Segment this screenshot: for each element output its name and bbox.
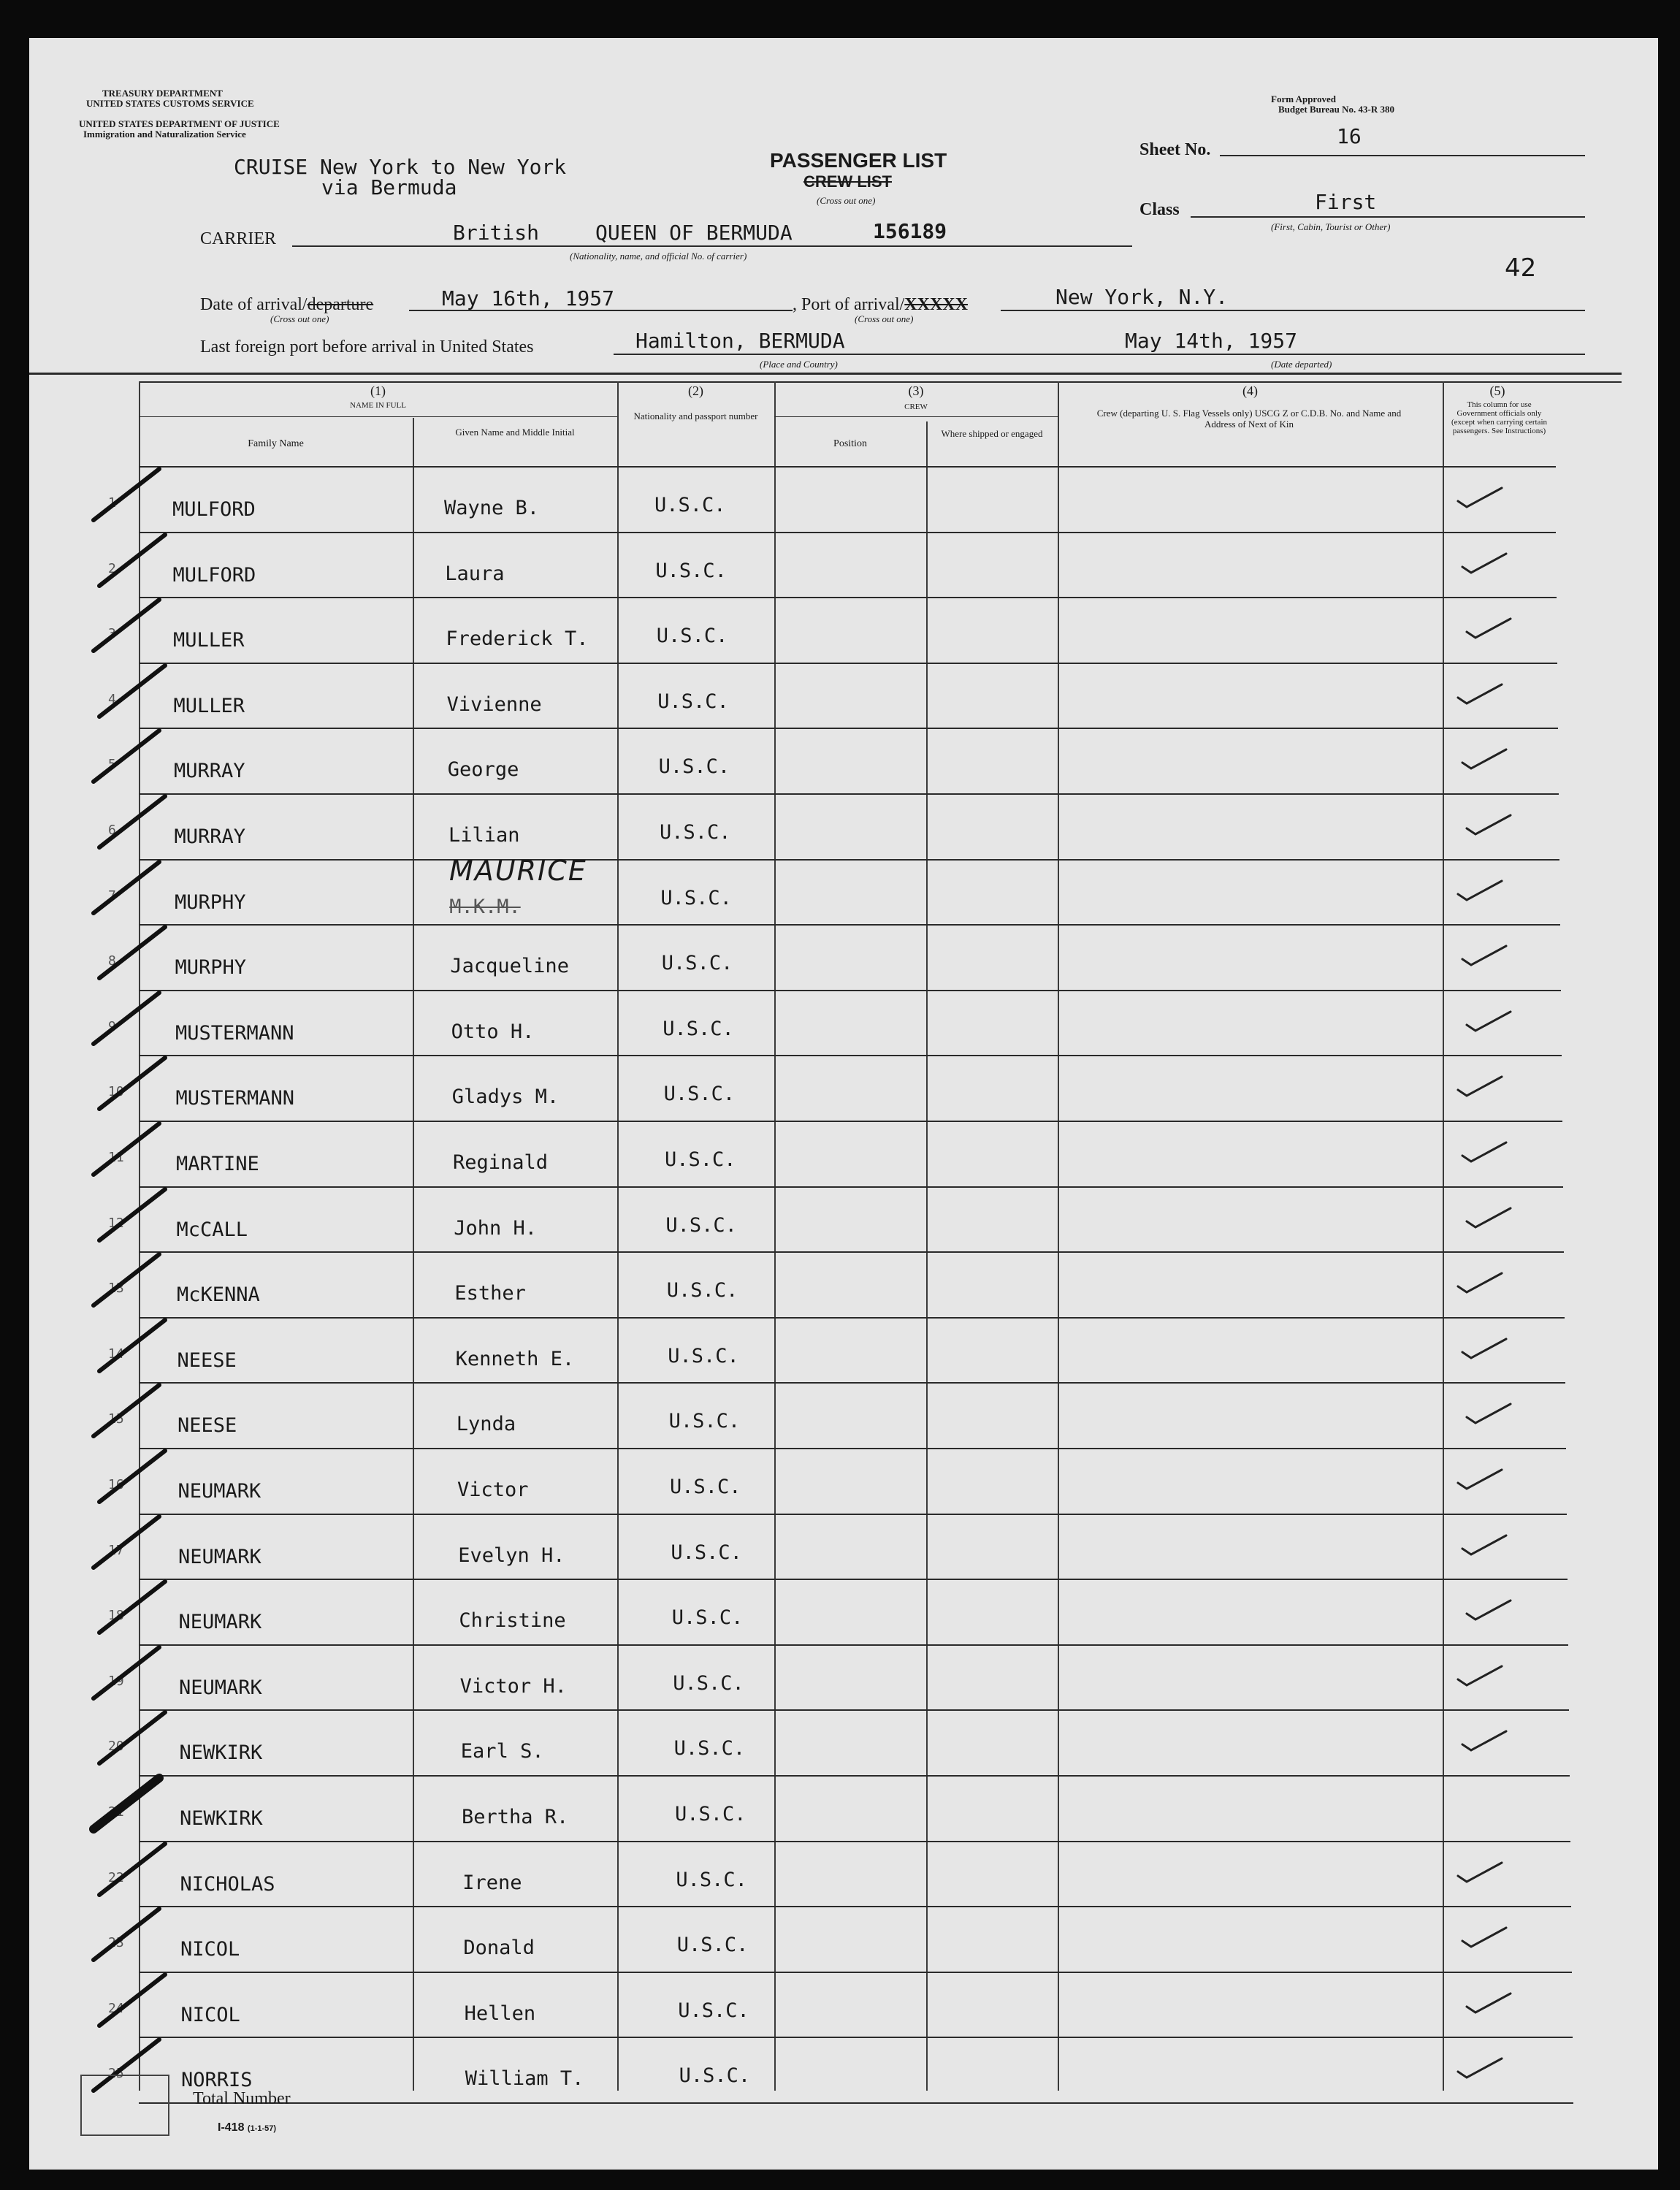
nationality: U.S.C. bbox=[678, 1999, 749, 2022]
col3-title: CREW bbox=[904, 402, 928, 411]
row-number: 8 bbox=[108, 953, 116, 969]
date-of-arrival: May 16th, 1957 bbox=[442, 286, 615, 310]
page-title: PASSENGER LIST bbox=[770, 149, 947, 172]
place-note: (Place and Country) bbox=[760, 359, 838, 370]
agency-line-4: Immigration and Naturalization Service bbox=[83, 129, 246, 140]
family-name: NEWKIRK bbox=[179, 1741, 263, 1765]
tally-mark bbox=[86, 1378, 167, 1443]
row-number: 10 bbox=[108, 1084, 124, 1100]
family-name: MULLER bbox=[173, 629, 245, 652]
check-icon bbox=[1458, 1531, 1516, 1560]
row-number: 23 bbox=[108, 1935, 124, 1951]
given-name: Jacqueline bbox=[450, 955, 569, 978]
row-number: 12 bbox=[108, 1215, 124, 1231]
date-cross-note: (Cross out one) bbox=[270, 313, 329, 324]
handwritten-correction: MAURICE bbox=[449, 855, 587, 887]
nationality: U.S.C. bbox=[673, 1737, 746, 1760]
check-icon bbox=[1458, 745, 1516, 774]
row-number: 5 bbox=[108, 757, 116, 773]
nationality: U.S.C. bbox=[665, 1213, 737, 1237]
last-port-label: Last foreign port before arrival in United States bbox=[200, 337, 534, 356]
col3-number: (3) bbox=[908, 384, 924, 398]
family-name: MUSTERMANN bbox=[175, 1087, 295, 1110]
carrier-number: 156189 bbox=[873, 219, 947, 243]
nationality: U.S.C. bbox=[671, 1606, 744, 1630]
given-name: Hellen bbox=[464, 2002, 536, 2025]
row-rule bbox=[139, 1841, 1570, 1842]
tally-mark bbox=[86, 723, 167, 789]
given-name: Wayne B. bbox=[444, 497, 540, 519]
family-name: MURRAY bbox=[174, 825, 246, 848]
row-number: 20 bbox=[108, 1739, 124, 1755]
nationality: U.S.C. bbox=[663, 1017, 734, 1040]
tally-mark bbox=[86, 1901, 167, 1967]
nationality: U.S.C. bbox=[676, 1868, 747, 1891]
row-rule bbox=[139, 1775, 1570, 1777]
family-name: NEUMARK bbox=[178, 1545, 261, 1568]
cruise-line-1: CRUISE New York to New York bbox=[234, 155, 567, 179]
passenger-list-sheet bbox=[29, 38, 1658, 2170]
nationality: U.S.C. bbox=[660, 821, 731, 844]
row-number: 18 bbox=[108, 1608, 124, 1624]
nationality: U.S.C. bbox=[679, 2064, 751, 2088]
row-rule bbox=[139, 1709, 1569, 1711]
col1a-header: Family Name bbox=[248, 438, 304, 449]
family-name: NEESE bbox=[177, 1414, 237, 1438]
check-icon bbox=[1454, 2054, 1512, 2083]
row-number: 22 bbox=[108, 1869, 124, 1885]
total-box bbox=[80, 2075, 169, 2136]
row-rule bbox=[139, 1055, 1562, 1056]
tally-mark bbox=[86, 1640, 167, 1706]
row-rule bbox=[139, 663, 1557, 664]
check-icon bbox=[1458, 942, 1516, 971]
row-number: 3 bbox=[108, 626, 116, 642]
sheet-label: Sheet No. bbox=[1139, 140, 1211, 159]
tally-mark bbox=[92, 920, 172, 985]
row-rule bbox=[139, 924, 1560, 926]
row-rule bbox=[139, 1251, 1564, 1253]
given-name: George bbox=[447, 758, 519, 782]
tally-mark bbox=[92, 1182, 172, 1248]
row-rule bbox=[139, 990, 1561, 991]
given-name: William T. bbox=[465, 2067, 584, 2091]
port-of-arrival: New York, N.Y. bbox=[1055, 285, 1229, 309]
check-icon bbox=[1458, 1923, 1516, 1953]
class-note: (First, Cabin, Tourist or Other) bbox=[1271, 221, 1391, 232]
check-icon bbox=[1462, 1989, 1521, 2018]
given-name: Evelyn H. bbox=[458, 1544, 565, 1567]
col4-number: (4) bbox=[1242, 384, 1258, 398]
row-number: 9 bbox=[108, 1018, 116, 1034]
row-rule bbox=[139, 1906, 1571, 1907]
date-of-arrival-label: Date of arrival/departure bbox=[200, 295, 374, 314]
row-rule bbox=[139, 1382, 1565, 1384]
given-name: Laura bbox=[445, 562, 505, 585]
given-name: Vivienne bbox=[446, 693, 542, 716]
crossed-crew-list: CREW LIST bbox=[803, 172, 892, 191]
row-rule bbox=[139, 2102, 1573, 2104]
cruise-line-2: via Bermuda bbox=[321, 175, 457, 199]
row-rule bbox=[139, 1644, 1568, 1646]
row-rule bbox=[139, 597, 1557, 598]
row-number: 4 bbox=[108, 691, 116, 707]
sheet-number: 16 bbox=[1337, 124, 1362, 148]
col5-header: This column for use Government officials only (except when carrying certain passengers. See Instructions) bbox=[1451, 400, 1547, 435]
class-value: First bbox=[1315, 190, 1377, 214]
check-icon bbox=[1462, 1007, 1521, 1037]
col1-number: (1) bbox=[370, 384, 386, 398]
row-rule bbox=[139, 1448, 1566, 1449]
nationality: U.S.C. bbox=[660, 886, 732, 909]
given-name: Gladys M. bbox=[451, 1086, 560, 1109]
row-number: 17 bbox=[108, 1542, 124, 1558]
check-icon bbox=[1458, 1335, 1516, 1364]
tally-mark bbox=[86, 1509, 167, 1575]
last-port-date: May 14th, 1957 bbox=[1125, 329, 1298, 353]
family-name: MARTINE bbox=[176, 1153, 259, 1175]
family-name: McCALL bbox=[176, 1218, 248, 1241]
row-number: 6 bbox=[108, 823, 116, 838]
given-name: M.K.M. bbox=[449, 895, 521, 918]
check-icon bbox=[1454, 680, 1512, 709]
family-name: NEUMARK bbox=[178, 1611, 262, 1634]
col3b-header: Where shipped or engaged bbox=[941, 428, 1043, 439]
nationality: U.S.C. bbox=[670, 1476, 741, 1498]
check-icon bbox=[1462, 1400, 1521, 1429]
row-number: 11 bbox=[108, 1150, 124, 1165]
row-rule bbox=[139, 859, 1559, 861]
row-rule bbox=[139, 1186, 1563, 1188]
check-icon bbox=[1454, 1858, 1512, 1888]
row-rule bbox=[139, 1972, 1572, 1973]
tally-mark bbox=[86, 1116, 167, 1182]
row-rule bbox=[139, 1317, 1565, 1319]
given-name: Irene bbox=[462, 1871, 522, 1894]
nationality: U.S.C. bbox=[663, 1083, 736, 1106]
nationality: U.S.C. bbox=[668, 1344, 739, 1367]
family-name: NEESE bbox=[177, 1348, 237, 1372]
given-name: Lilian bbox=[448, 824, 520, 847]
tally-mark bbox=[86, 855, 167, 920]
given-name: Reginald bbox=[453, 1151, 549, 1174]
family-name: MULLER bbox=[173, 694, 245, 717]
check-icon bbox=[1454, 484, 1512, 513]
nationality: U.S.C. bbox=[657, 690, 729, 713]
family-name: NORRIS bbox=[181, 2069, 253, 2092]
family-name: MULFORD bbox=[172, 498, 256, 521]
given-name: Frederick T. bbox=[446, 627, 589, 651]
budget-bureau: Budget Bureau No. 43-R 380 bbox=[1278, 104, 1395, 115]
check-icon bbox=[1454, 1465, 1512, 1495]
row-rule bbox=[139, 532, 1556, 533]
date-departed-note: (Date departed) bbox=[1271, 359, 1332, 370]
given-name: Victor bbox=[457, 1479, 529, 1501]
check-icon bbox=[1458, 549, 1516, 579]
tally-mark bbox=[92, 1574, 172, 1640]
row-number: 16 bbox=[108, 1477, 124, 1492]
family-name: NEUMARK bbox=[177, 1480, 261, 1503]
check-icon bbox=[1454, 1269, 1512, 1298]
family-name: MURRAY bbox=[174, 760, 245, 783]
check-icon bbox=[1462, 614, 1521, 644]
family-name: NICOL bbox=[180, 2003, 240, 2026]
col2-header: Nationality and passport number bbox=[633, 411, 758, 421]
col1b-header: Given Name and Middle Initial bbox=[455, 427, 575, 438]
page-number: 42 bbox=[1505, 253, 1537, 283]
given-name: Earl S. bbox=[460, 1740, 544, 1763]
check-icon bbox=[1462, 811, 1521, 840]
family-name: MURPHY bbox=[175, 890, 246, 914]
given-name: Christine bbox=[459, 1609, 566, 1633]
row-number: 13 bbox=[108, 1281, 124, 1297]
nationality: U.S.C. bbox=[658, 755, 730, 779]
nationality: U.S.C. bbox=[676, 1934, 749, 1957]
row-rule bbox=[139, 1121, 1562, 1122]
family-name: MULFORD bbox=[172, 563, 256, 587]
tally-mark bbox=[92, 658, 172, 724]
check-icon bbox=[1462, 1596, 1521, 1625]
nationality: U.S.C. bbox=[654, 494, 726, 516]
given-name: Bertha R. bbox=[462, 1806, 569, 1828]
tally-mark bbox=[92, 1050, 172, 1116]
nationality: U.S.C. bbox=[661, 952, 733, 975]
nationality: U.S.C. bbox=[671, 1541, 742, 1564]
carrier-nationality: British bbox=[453, 221, 540, 245]
form-code: I-418 (1-1-57) bbox=[218, 2121, 277, 2134]
given-name: John H. bbox=[454, 1216, 537, 1240]
row-rule bbox=[139, 2037, 1573, 2038]
tally-mark bbox=[92, 1443, 172, 1509]
row-number: 21 bbox=[108, 1804, 124, 1820]
nationality: U.S.C. bbox=[668, 1410, 741, 1433]
tally-mark bbox=[86, 462, 167, 527]
tally-mark bbox=[86, 985, 167, 1051]
given-name: Kenneth E. bbox=[455, 1347, 575, 1370]
check-icon bbox=[1462, 1204, 1521, 1233]
col3a-header: Position bbox=[833, 438, 867, 449]
nationality: U.S.C. bbox=[665, 1148, 736, 1171]
tally-mark bbox=[86, 1771, 167, 1836]
tally-mark bbox=[92, 1967, 172, 2033]
check-icon bbox=[1458, 1727, 1516, 1756]
family-name: MURPHY bbox=[175, 956, 247, 980]
total-number-label: Total Number bbox=[193, 2089, 291, 2108]
row-number: 15 bbox=[108, 1411, 124, 1427]
check-icon bbox=[1458, 1138, 1516, 1167]
col5-number: (5) bbox=[1489, 384, 1505, 398]
row-rule bbox=[139, 1579, 1568, 1580]
row-number: 14 bbox=[108, 1346, 124, 1362]
carrier-name: QUEEN OF BERMUDA bbox=[595, 221, 793, 245]
given-name: Otto H. bbox=[451, 1020, 535, 1043]
tally-mark bbox=[92, 789, 172, 855]
nationality: U.S.C. bbox=[666, 1279, 738, 1302]
family-name: NICOL bbox=[180, 1938, 240, 1961]
col1-title: NAME IN FULL bbox=[350, 401, 406, 410]
port-of-arrival-label: , Port of arrival/XXXXX bbox=[793, 295, 968, 314]
title-note: (Cross out one) bbox=[817, 195, 876, 206]
row-number: 1 bbox=[108, 495, 116, 511]
nationality: U.S.C. bbox=[675, 1803, 747, 1825]
row-number: 24 bbox=[108, 2000, 124, 2016]
tally-mark bbox=[92, 1705, 172, 1771]
family-name: NICHOLAS bbox=[180, 1872, 275, 1896]
given-name: Lynda bbox=[456, 1413, 516, 1436]
agency-line-3: UNITED STATES DEPARTMENT OF JUSTICE bbox=[79, 118, 280, 129]
last-port-value: Hamilton, BERMUDA bbox=[635, 329, 845, 353]
tally-mark bbox=[86, 592, 167, 658]
tally-mark bbox=[92, 1313, 172, 1378]
agency-line-1: TREASURY DEPARTMENT bbox=[102, 88, 223, 99]
check-icon bbox=[1454, 877, 1512, 906]
tally-mark bbox=[86, 1247, 167, 1313]
agency-line-2: UNITED STATES CUSTOMS SERVICE bbox=[86, 98, 254, 109]
col2-number: (2) bbox=[688, 384, 703, 398]
tally-mark bbox=[92, 527, 172, 593]
nationality: U.S.C. bbox=[655, 559, 727, 582]
row-rule bbox=[139, 728, 1558, 729]
port-cross-note: (Cross out one) bbox=[855, 313, 914, 324]
family-name: NEWKIRK bbox=[180, 1807, 263, 1830]
row-rule bbox=[139, 793, 1559, 795]
family-name: NEUMARK bbox=[179, 1676, 262, 1699]
row-number: 7 bbox=[108, 888, 116, 904]
carrier-note: (Nationality, name, and official No. of carrier) bbox=[570, 251, 747, 262]
row-number: 25 bbox=[108, 2066, 124, 2082]
check-icon bbox=[1454, 1072, 1512, 1102]
form-approved: Form Approved bbox=[1271, 94, 1336, 104]
family-name: McKENNA bbox=[177, 1283, 260, 1307]
col4-header: Crew (departing U. S. Flag Vessels only) USCG Z or C.D.B. No. and Name and Address of Next of Kin bbox=[1096, 408, 1402, 430]
given-name: Esther bbox=[454, 1282, 526, 1305]
row-number: 2 bbox=[108, 560, 116, 576]
check-icon bbox=[1454, 1662, 1512, 1691]
class-label: Class bbox=[1139, 200, 1180, 219]
row-number: 19 bbox=[108, 1673, 124, 1689]
nationality: U.S.C. bbox=[656, 625, 728, 648]
tally-mark bbox=[92, 1836, 172, 1902]
nationality: U.S.C. bbox=[673, 1671, 744, 1695]
row-rule bbox=[139, 1514, 1567, 1515]
given-name: Victor H. bbox=[459, 1674, 567, 1698]
given-name: Donald bbox=[463, 1937, 535, 1960]
family-name: MUSTERMANN bbox=[175, 1021, 294, 1045]
carrier-label: CARRIER bbox=[200, 229, 277, 248]
